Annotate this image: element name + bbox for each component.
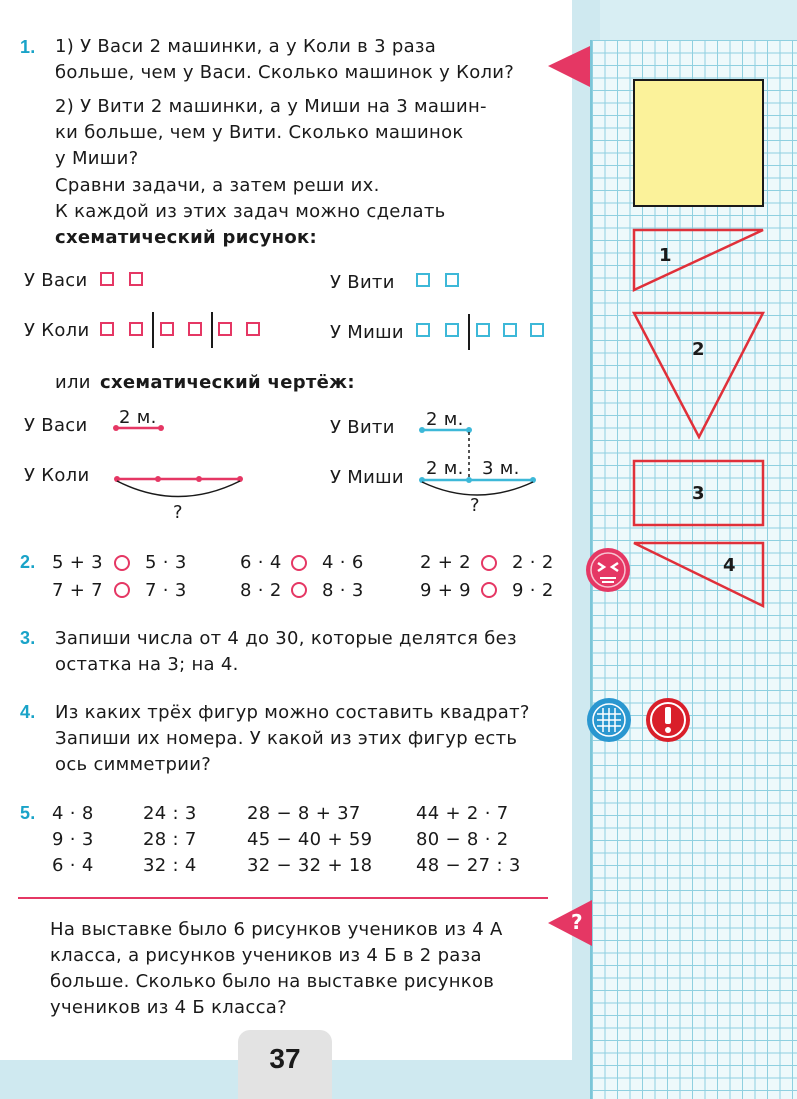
- expr: 9 · 3: [52, 829, 94, 850]
- expr: 9 + 9: [420, 580, 471, 601]
- expr: 2 + 2: [420, 552, 471, 573]
- task-5-number: 5.: [20, 803, 36, 823]
- expr: 2 · 2: [512, 552, 554, 573]
- pink-box: [246, 322, 260, 336]
- cyan-box: [445, 273, 459, 287]
- expr: 32 : 4: [143, 855, 197, 876]
- label-kolya: У Коли: [24, 320, 90, 341]
- segment-label-2m-misha: 2 м.: [426, 458, 464, 479]
- cyan-box: [416, 273, 430, 287]
- group-divider: [211, 312, 213, 348]
- figure-3-label: 3: [692, 483, 705, 504]
- task-1-part2-line2: ки больше, чем у Вити. Сколько машинок: [55, 122, 464, 143]
- bonus-line4: учеников из 4 Б класса?: [50, 997, 287, 1018]
- question-mark-kolya: ?: [173, 502, 183, 523]
- task-1-number: 1.: [20, 37, 36, 57]
- expr: 6 · 4: [52, 855, 94, 876]
- question-marker-label: ?: [571, 910, 583, 934]
- task-1-part2-line1: 2) У Вити 2 машинки, а у Миши на 3 машин-: [55, 96, 487, 117]
- yellow-square: [634, 80, 763, 206]
- section-separator: [18, 897, 548, 899]
- cyan-box: [530, 323, 544, 337]
- expr: 7 · 3: [145, 580, 187, 601]
- figure-2-label: 2: [692, 339, 705, 360]
- expr: 5 · 3: [145, 552, 187, 573]
- label-vitya: У Вити: [330, 272, 395, 293]
- segment-label-2m: 2 м.: [119, 407, 157, 428]
- segment-label-3m: 3 м.: [482, 458, 520, 479]
- task-4-number: 4.: [20, 702, 36, 722]
- compare-circle[interactable]: [291, 582, 307, 598]
- question-marker-icon: [548, 900, 592, 946]
- expr: 5 + 3: [52, 552, 103, 573]
- compare-circle[interactable]: [481, 582, 497, 598]
- task-4-line3: ось симметрии?: [55, 754, 212, 775]
- expr: 4 · 8: [52, 803, 94, 824]
- label-vasya-2: У Васи: [24, 415, 88, 436]
- or-text: или: [55, 372, 91, 393]
- expr: 80 − 8 · 2: [416, 829, 509, 850]
- expr: 24 : 3: [143, 803, 197, 824]
- grid-icon: [587, 698, 631, 742]
- question-mark-misha: ?: [470, 495, 480, 516]
- smiley-face-icon: [586, 548, 630, 592]
- pink-box: [188, 322, 202, 336]
- schematic-picture-heading: схематический рисунок:: [55, 227, 318, 248]
- pink-triangle-marker-icon: [548, 46, 590, 87]
- pink-box: [100, 322, 114, 336]
- expr: 9 · 2: [512, 580, 554, 601]
- bonus-line2: класса, а рисунков учеников из 4 Б в 2 раза: [50, 945, 482, 966]
- exclamation-icon: [646, 698, 690, 742]
- pink-box: [129, 322, 143, 336]
- group-divider: [468, 314, 470, 350]
- label-misha: У Миши: [330, 322, 404, 343]
- figure-4: [634, 543, 763, 606]
- task-1-each-line: К каждой из этих задач можно сделать: [55, 201, 446, 222]
- schematic-drawing-heading: схематический чертёж:: [100, 372, 355, 393]
- label-vasya: У Васи: [24, 270, 88, 291]
- task-1-part1-line1: 1) У Васи 2 машинки, а у Коли в 3 раза: [55, 36, 437, 57]
- compare-circle[interactable]: [481, 555, 497, 571]
- figure-1: [634, 230, 763, 290]
- compare-circle[interactable]: [114, 582, 130, 598]
- segment-label-2m-vitya: 2 м.: [426, 409, 464, 430]
- figure-2: [634, 313, 763, 437]
- page-number: 37: [238, 1030, 332, 1099]
- task-4-line2: Запиши их номера. У какой из этих фигур есть: [55, 728, 518, 749]
- figure-1-label: 1: [659, 245, 672, 266]
- expr: 32 − 32 + 18: [247, 855, 373, 876]
- task-3-line1: Запиши числа от 4 до 30, которые делятся без: [55, 628, 517, 649]
- label-kolya-2: У Коли: [24, 465, 90, 486]
- group-divider: [152, 312, 154, 348]
- task-1-part2-line3: у Миши?: [55, 148, 139, 169]
- compare-circle[interactable]: [114, 555, 130, 571]
- expr: 4 · 6: [322, 552, 364, 573]
- pink-box: [160, 322, 174, 336]
- task-3-line2: остатка на 3; на 4.: [55, 654, 239, 675]
- compare-circle[interactable]: [291, 555, 307, 571]
- expr: 7 + 7: [52, 580, 103, 601]
- expr: 45 − 40 + 59: [247, 829, 373, 850]
- label-misha-2: У Миши: [330, 467, 404, 488]
- cyan-box: [445, 323, 459, 337]
- bonus-line1: На выставке было 6 рисунков учеников из 4 А: [50, 919, 503, 940]
- task-1-part1-line2: больше, чем у Васи. Сколько машинок у Коли?: [55, 62, 515, 83]
- pink-box: [100, 272, 114, 286]
- label-vitya-2: У Вити: [330, 417, 395, 438]
- expr: 8 · 2: [240, 580, 282, 601]
- task-4-line1: Из каких трёх фигур можно составить квадрат?: [55, 702, 530, 723]
- expr: 48 − 27 : 3: [416, 855, 521, 876]
- figure-4-label: 4: [723, 555, 736, 576]
- bonus-line3: больше. Сколько было на выставке рисунков: [50, 971, 495, 992]
- cyan-box: [503, 323, 517, 337]
- task-2-number: 2.: [20, 552, 36, 572]
- pink-box: [218, 322, 232, 336]
- cyan-box: [416, 323, 430, 337]
- task-3-number: 3.: [20, 628, 36, 648]
- cyan-box: [476, 323, 490, 337]
- expr: 6 · 4: [240, 552, 282, 573]
- expr: 8 · 3: [322, 580, 364, 601]
- expr: 28 : 7: [143, 829, 197, 850]
- expr: 44 + 2 · 7: [416, 803, 509, 824]
- task-1-compare: Сравни задачи, а затем реши их.: [55, 175, 380, 196]
- pink-box: [129, 272, 143, 286]
- expr: 28 − 8 + 37: [247, 803, 361, 824]
